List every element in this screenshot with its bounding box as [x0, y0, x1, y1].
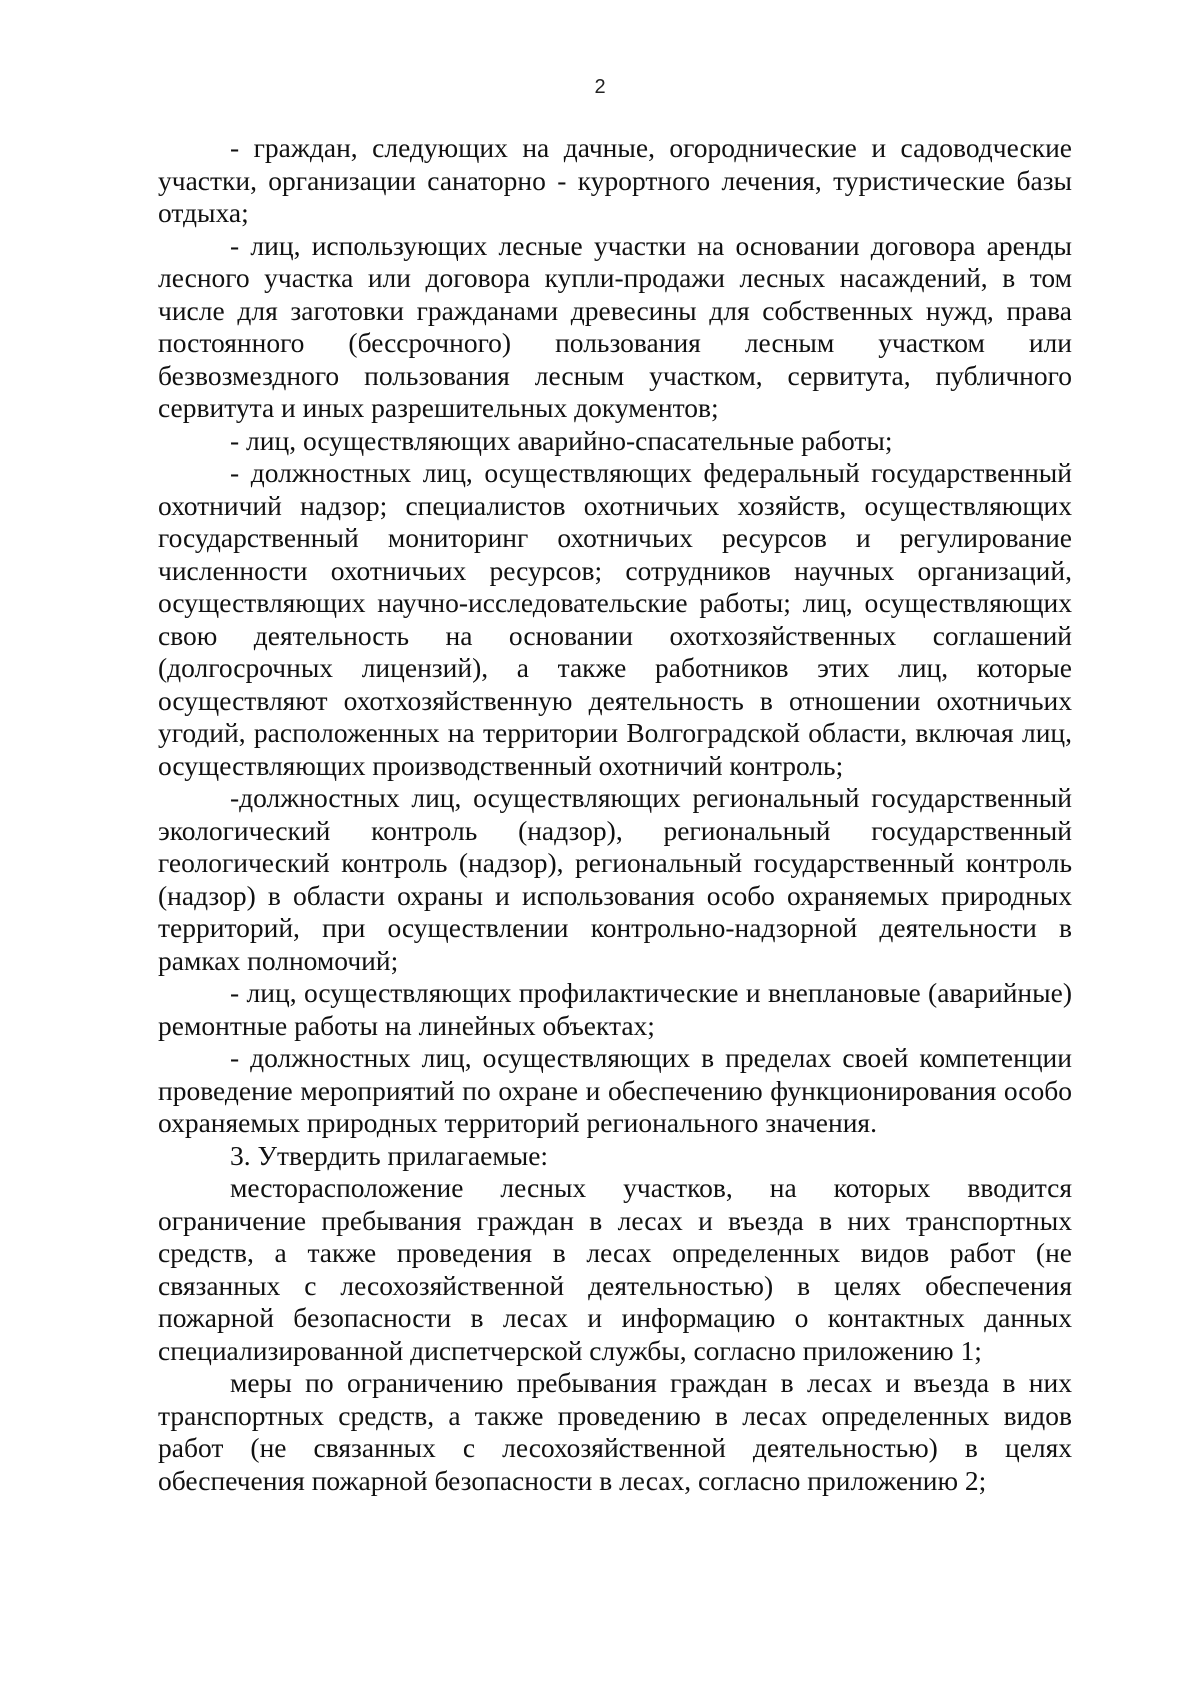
paragraph-protected-areas: - должностных лиц, осуществляющих в пределах своей компетенции проведение мероприятий по охране и обеспечению функционирования особо охраняемых природных территорий регионального значения.: [158, 1042, 1072, 1138]
paragraph-forest-users: - лиц, использующих лесные участки на основании договора аренды лесного участка или договора купли-продажи лесных насаждений, в том числе для заготовки гражданами древесины для собственных нужд, права постоянного (бессрочного) пользования лесным участком или безвозмездного пользования лесным участком, сервитута, публичного сервитута и иных разрешительных документов;: [158, 229, 1072, 423]
paragraph-approve-heading: 3. Утвердить прилагаемые:: [230, 1139, 549, 1171]
document-body: [158, 132, 1072, 1497]
paragraph-appendix-2: меры по ограничению пребывания граждан в лесах и въезда в них транспортных средств, а также проведению в лесах определенных видов работ (не связанных с лесохозяйственной деятельностью) в целях обеспечения пожарной безопасности в лесах, согласно приложению 2;: [158, 1367, 1072, 1496]
paragraph-hunting-supervision: - должностных лиц, осуществляющих федеральный государственный охотничий надзор; специалистов охотничьих хозяйств, осуществляющих государственный мониторинг охотничьих ресурсов и регулирование численности охотничьих ресурсов; сотрудников научных организаций, осуществляющих научно-исследовательские работы; лиц, осуществляющих свою деятельность на основании охотхозяйственных соглашений (долгосрочных лицензий), а также работников этих лиц, которые осуществляют охотхозяйственную деятельность в отношении охотничьих угодий, расположенных на территории Волгоградской области, включая лиц, осуществляющих производственный охотничий контроль;: [158, 457, 1072, 781]
paragraph-citizens-dachas: - граждан, следующих на дачные, огороднические и садоводческие участки, организации санаторно - курортного лечения, туристические базы отдыха;: [158, 132, 1072, 228]
paragraph-environmental-control: -должностных лиц, осуществляющих региональный государственный экологический контроль (надзор), региональный государственный геологический контроль (надзор), региональный государственный контроль (надзор) в области охраны и использования особо охраняемых природных территорий, при осуществлении контрольно-надзорной деятельности в рамках полномочий;: [158, 782, 1072, 976]
page-number: 2: [594, 76, 606, 98]
paragraph-linear-objects-repair: - лиц, осуществляющих профилактические и внеплановые (аварийные) ремонтные работы на линейных объектах;: [158, 977, 1072, 1041]
paragraph-appendix-1: месторасположение лесных участков, на которых вводится ограничение пребывания граждан в лесах и въезда в них транспортных средств, а также проведения в лесах определенных видов работ (не связанных с лесохозяйственной деятельностью) в целях обеспечения пожарной безопасности в лесах и информацию о контактных данных специализированной диспетчерской службы, согласно приложению 1;: [158, 1172, 1072, 1366]
paragraph-rescue-workers: - лиц, осуществляющих аварийно-спасательные работы;: [230, 424, 893, 456]
